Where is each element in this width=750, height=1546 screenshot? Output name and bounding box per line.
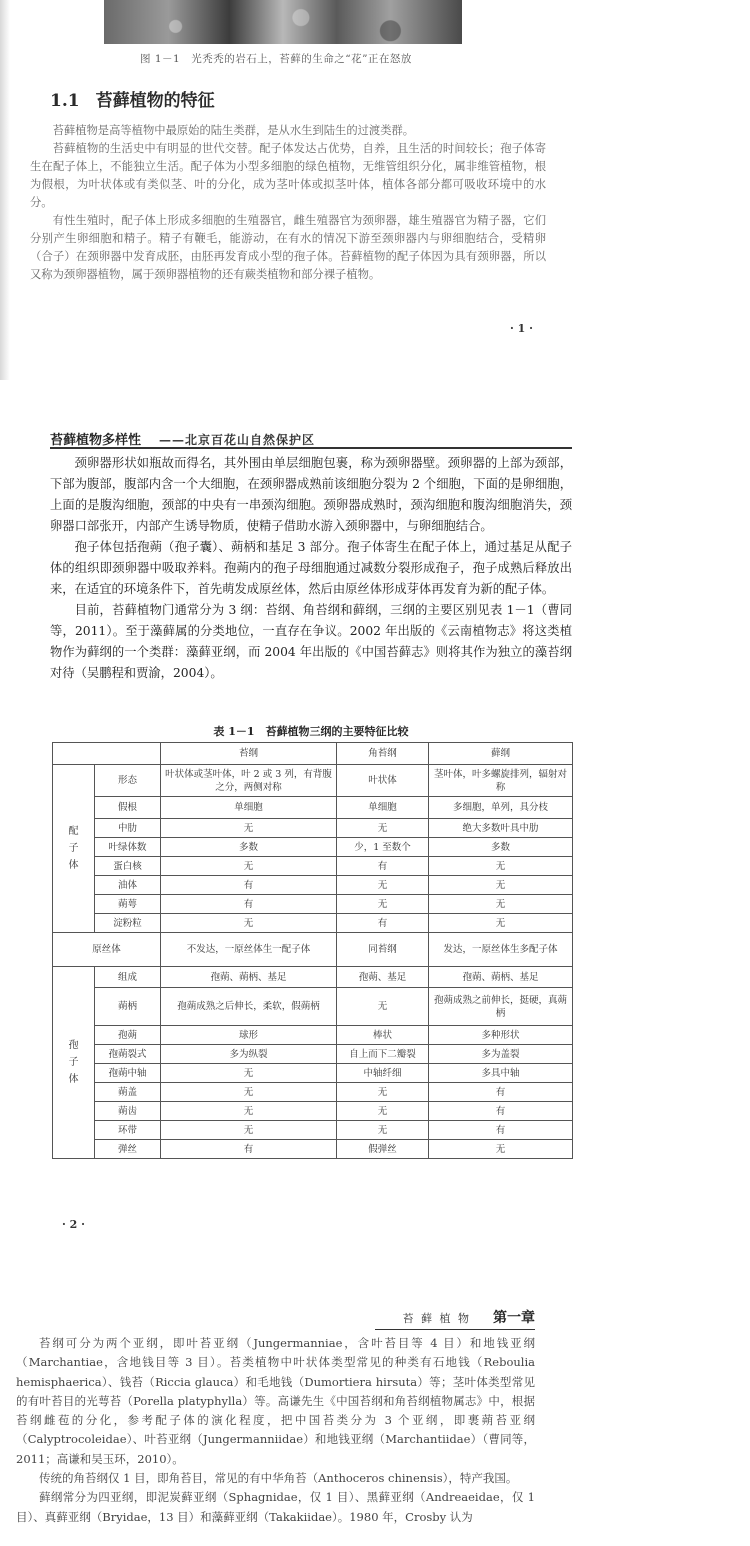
table-cell: 多细胞，单列，具分枝 (429, 797, 573, 819)
table-cell: 无 (161, 1121, 337, 1140)
table-cell: 有 (429, 1102, 573, 1121)
table-cell: 多为盖裂 (429, 1045, 573, 1064)
group-label-char: 体 (68, 1074, 79, 1085)
table-title: 表 1－1 苔藓植物三纲的主要特征比较 (213, 725, 409, 738)
page-number: · 2 · (62, 1218, 85, 1231)
running-head-book-title: 苔藓植物多样性 (50, 433, 142, 448)
column-header: 苔纲 (161, 743, 337, 765)
paragraph: 藓纲常分为四亚纲，即泥炭藓亚纲（Sphagnidae，仅 1 目）、黑藓亚纲（Andreaeidae，仅 1 目）、真藓亚纲（Bryidae，13 目）和藻藓亚纲（Takakiidae）。1980 年，Crosby 认为 (16, 1490, 535, 1524)
table-cell: 无 (337, 895, 429, 914)
paragraph: 有性生殖时，配子体上形成多细胞的生殖器官，雌生殖器官为颈卵器，雄生殖器官为精子器，它们分别产生卵细胞和精子。精子有鞭毛，能游动，在有水的情况下游至颈卵器内与卵细胞结合，受精卵（合子）在颈卵器中发育成胚，由胚再发育成小型的孢子体。苔藓植物的配子体因为具有颈卵器，所以又称为颈卵器植物，属于颈卵器植物的还有蕨类植物和部分裸子植物。 (30, 214, 546, 281)
paragraph: 颈卵器形状如瓶故而得名，其外围由单层细胞包裹，称为颈卵器壁。颈卵器的上部为颈部，下部为腹部，腹部内含一个大细胞，在颈卵器成熟前该细胞分裂为 2 个细胞，下面的是卵细胞，上面的是腹沟细胞，颈部的中央有一串颈沟细胞。颈卵器成熟时，颈沟细胞和腹沟细胞消失，颈卵器口部张开，内部产生诱导物质，使精子借助水游入颈卵器中，与卵细胞结合。 (50, 456, 572, 533)
table-cell: 茎叶体，叶多螺旋排列，辐射对称 (429, 765, 573, 797)
row-label: 弹丝 (95, 1140, 161, 1159)
table-row (53, 857, 573, 876)
table-cell: 有 (429, 1121, 573, 1140)
paragraph: 苔纲可分为两个亚纲，即叶苔亚纲（Jungermanniae，含叶苔目等 4 目）和地钱亚纲（Marchantiae，含地钱目等 3 目）。苔类植物中叶状体类型常见的种类有石地钱（Reboulia hemisphaerica）、钱苔（Riccia glauca）和毛地钱（Dumortiera hirsuta）等；茎叶体类型常见的有叶苔目的光萼苔（Porella platyphylla）等。高谦先生《中国苔纲和角苔纲植物属志》中，根据苔纲雌苞的分化，参考配子体的演化程度，把中国苔类分为 3 个亚纲，即裹蒴苔亚纲（Calyptrocoleidae）、叶苔亚纲（Jungermanniidae）和地钱亚纲（Marchantiidae）（曹同等，2011；高谦和吴玉环，2010）。 (16, 1336, 535, 1466)
table-cell: 孢蒴、基足 (337, 967, 429, 988)
table-cell: 无 (161, 819, 337, 838)
row-label: 蒴萼 (95, 895, 161, 914)
section-heading (50, 86, 215, 111)
group-label-char: 孢 (68, 1040, 79, 1051)
running-head-book-title: 苔 藓 植 物 (402, 1312, 471, 1325)
comparison-table (52, 742, 573, 1159)
table-cell: 自上而下二瓣裂 (337, 1045, 429, 1064)
table-corner-cell (53, 743, 161, 765)
table-cell: 同苔纲 (337, 933, 429, 967)
table-cell: 多种形状 (429, 1026, 573, 1045)
body-text (50, 453, 572, 684)
table-row (53, 1083, 573, 1102)
table-row (53, 876, 573, 895)
chapter-label: 第一章 (493, 1310, 535, 1326)
table-row (53, 1045, 573, 1064)
table-row (53, 1140, 573, 1159)
table-cell: 假弹丝 (337, 1140, 429, 1159)
row-label: 形态 (95, 765, 161, 797)
chapter-running-head (375, 1307, 535, 1330)
table-row (53, 895, 573, 914)
table-cell: 无 (161, 914, 337, 933)
paragraph: 苔藓植物的生活史中有明显的世代交替。配子体发达占优势，自养，且生活的时间较长；孢子体寄生在配子体上，不能独立生活。配子体为小型多细胞的绿色植物，无维管组织分化，属非维管植物，根为假根，为叶状体或有类似茎、叶的分化，成为茎叶体或拟茎叶体，植体各部分都可吸收环境中的水分。 (30, 142, 546, 209)
row-label: 中肋 (95, 819, 161, 838)
group-label-char: 配 (68, 826, 79, 837)
table-cell: 无 (161, 1064, 337, 1083)
table-cell: 无 (161, 1083, 337, 1102)
row-label: 环带 (95, 1121, 161, 1140)
table-cell: 单细胞 (161, 797, 337, 819)
row-label: 假根 (95, 797, 161, 819)
table-cell: 无 (429, 895, 573, 914)
table-row (53, 1102, 573, 1121)
book-page-2 (0, 418, 750, 1263)
table-cell: 多为纵裂 (161, 1045, 337, 1064)
group-label-gametophyte (53, 765, 95, 933)
table-row (53, 967, 573, 988)
table-row (53, 838, 573, 857)
table-row (53, 765, 573, 797)
row-label: 蒴盖 (95, 1083, 161, 1102)
table-cell: 有 (161, 895, 337, 914)
table-row (53, 914, 573, 933)
table-cell: 无 (429, 1140, 573, 1159)
table-cell: 有 (337, 857, 429, 876)
table-cell: 无 (337, 988, 429, 1026)
table-row (53, 988, 573, 1026)
table-cell: 棒状 (337, 1026, 429, 1045)
running-head-subtitle: ——北京百花山自然保护区 (159, 433, 316, 447)
row-label: 蛋白核 (95, 857, 161, 876)
table-cell: 发达，一原丝体生多配子体 (429, 933, 573, 967)
table-row (53, 1064, 573, 1083)
table-row (53, 819, 573, 838)
table-cell: 孢蒴成熟之前伸长，挺硬，真蒴柄 (429, 988, 573, 1026)
table-row (53, 1026, 573, 1045)
paragraph: 孢子体包括孢蒴（孢子囊）、蒴柄和基足 3 部分。孢子体寄生在配子体上，通过基足从配子体的组织即颈卵器中吸取养料。孢蒴内的孢子母细胞通过减数分裂形成孢子，孢子成熟后释放出来，在适宜的环境条件下，首先萌发成原丝体，然后由原丝体形成芽体再发育为新的配子体。 (50, 540, 572, 596)
paragraph: 目前，苔藓植物门通常分为 3 纲：苔纲、角苔纲和藓纲，三纲的主要区别见表 1－1（曹同等，2011）。至于藻藓属的分类地位，一直存在争议。2002 年出版的《云南植物志》将这类植物作为藓纲的一个类群：藻藓亚纲，而 2004 年出版的《中国苔藓志》则将其作为独立的藻苔纲对待（吴鹏程和贾渝，2004）。 (50, 603, 572, 680)
table-cell: 绝大多数叶具中肋 (429, 819, 573, 838)
section-number: 1.1 (50, 91, 80, 111)
table-row (53, 933, 573, 967)
table-row (53, 1121, 573, 1140)
table-cell: 少，1 至数个 (337, 838, 429, 857)
row-label: 孢蒴裂式 (95, 1045, 161, 1064)
table-cell: 球形 (161, 1026, 337, 1045)
table-cell: 无 (429, 914, 573, 933)
table-cell: 孢蒴、蒴柄、基足 (429, 967, 573, 988)
section-body (30, 122, 546, 284)
table-cell: 有 (337, 914, 429, 933)
row-label: 蒴齿 (95, 1102, 161, 1121)
table-cell: 孢蒴、蒴柄、基足 (161, 967, 337, 988)
page-number: · 1 · (510, 322, 533, 335)
table-cell: 单细胞 (337, 797, 429, 819)
group-label-char: 子 (68, 843, 79, 854)
table-cell: 不发达，一原丝体生一配子体 (161, 933, 337, 967)
table-cell: 无 (429, 876, 573, 895)
row-label: 蒴柄 (95, 988, 161, 1026)
table-cell: 有 (429, 1083, 573, 1102)
row-label: 淀粉粒 (95, 914, 161, 933)
row-label: 叶绿体数 (95, 838, 161, 857)
group-label-char: 体 (68, 860, 79, 871)
table-header-row (53, 743, 573, 765)
body-text (16, 1334, 535, 1527)
table-cell: 孢蒴成熟之后伸长，柔软，假蒴柄 (161, 988, 337, 1026)
group-label-sporophyte (53, 967, 95, 1159)
row-label: 孢蒴 (95, 1026, 161, 1045)
figure-caption: 图 1－1 光秃秃的岩石上，苔藓的生命之“花”正在怒放 (140, 53, 412, 65)
row-label: 原丝体 (53, 933, 161, 967)
book-page-1 (0, 0, 750, 380)
table-cell: 叶状体或茎叶体，叶 2 或 3 列，有背腹之分，两侧对称 (161, 765, 337, 797)
moss-on-rock-photo (104, 0, 462, 44)
row-label: 组成 (95, 967, 161, 988)
table-cell: 无 (337, 1121, 429, 1140)
table-row (53, 797, 573, 819)
table-cell: 叶状体 (337, 765, 429, 797)
book-page-3 (0, 1300, 750, 1546)
table-cell: 多数 (161, 838, 337, 857)
table-cell: 无 (337, 876, 429, 895)
table-cell: 多数 (429, 838, 573, 857)
table-cell: 无 (337, 819, 429, 838)
comparison-table-container (52, 742, 572, 1159)
row-label: 孢蒴中轴 (95, 1064, 161, 1083)
table-cell: 中轴纤细 (337, 1064, 429, 1083)
table-cell: 多具中轴 (429, 1064, 573, 1083)
paragraph: 苔藓植物是高等植物中最原始的陆生类群，是从水生到陆生的过渡类群。 (52, 124, 415, 137)
section-title: 苔藓植物的特征 (95, 91, 215, 111)
table-cell: 无 (337, 1083, 429, 1102)
table-cell: 有 (161, 876, 337, 895)
page-edge-shadow (0, 0, 10, 380)
paragraph: 传统的角苔纲仅 1 目，即角苔目，常见的有中华角苔（Anthoceros chinensis），特产我国。 (39, 1471, 518, 1486)
table-cell: 无 (161, 1102, 337, 1121)
running-head (50, 429, 572, 449)
column-header: 藓纲 (429, 743, 573, 765)
group-label-char: 子 (68, 1057, 79, 1068)
column-header: 角苔纲 (337, 743, 429, 765)
table-cell: 无 (161, 857, 337, 876)
row-label: 油体 (95, 876, 161, 895)
table-cell: 无 (337, 1102, 429, 1121)
table-cell: 无 (429, 857, 573, 876)
table-cell: 有 (161, 1140, 337, 1159)
